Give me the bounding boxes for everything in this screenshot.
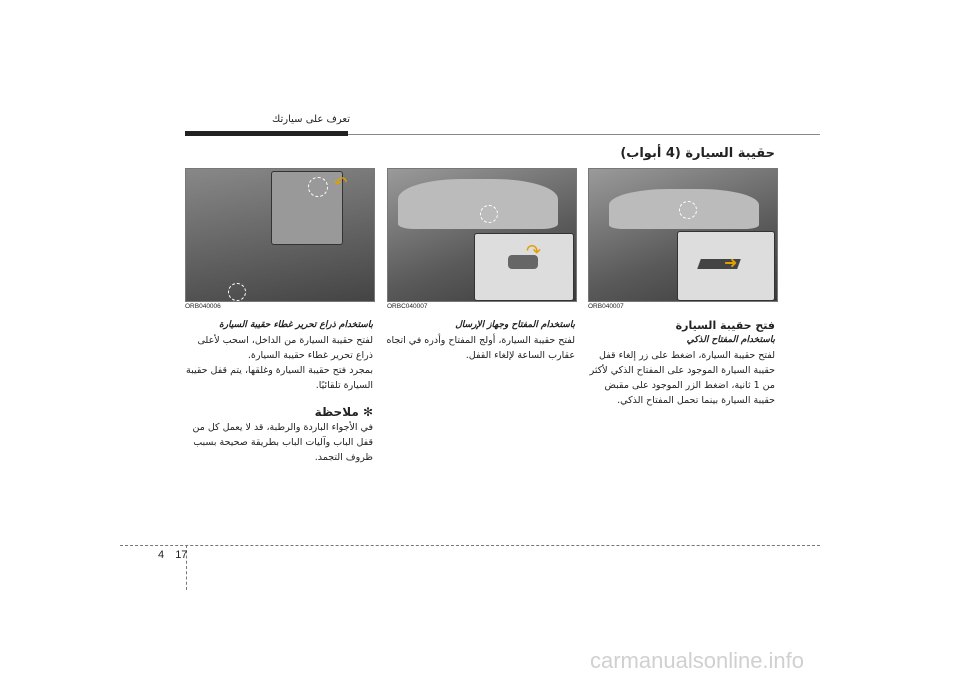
heading-open-trunk: فتح حقيبة السيارة [675,319,775,332]
note-heading [183,405,373,420]
body-text: لفتح حقيبة السيارة، اضغط على زر إلغاء قفل حقيبة السيارة الموجود على المفتاح الذكي لأكثر من 1 ثانية، اضغط الزر الموجود على مقبض حقيبة السيارة بينما تحمل المفتاح الذكي. [589,350,775,406]
page-number [158,549,187,561]
subheading: باستخدام ذراع تحرير غطاء حقيبة السيارة [219,320,373,330]
header-rule [348,134,820,135]
header-bar [185,131,348,136]
image-code: ORB040006 [185,303,221,310]
note-icon: ✻ [362,405,373,419]
watermark: carmanualsonline.info [590,648,805,673]
trunk-release-lever-image: ↶ [185,168,375,302]
trunk-smart-key-image: ➜ [588,168,778,302]
section-title: حقيبة السيارة (4 أبواب) [620,146,775,161]
body-text: لفتح حقيبة السيارة، أولج المفتاح وأدره في اتجاه عقارب الساعة لإلغاء القفل. [386,335,575,361]
note-title: ملاحظة [314,405,359,419]
subheading: باستخدام المفتاح وجهاز الإرسال [455,320,575,330]
column-release-lever [183,318,373,465]
subheading: باستخدام المفتاح الذكي [686,335,775,345]
image-code: ORB040007 [588,303,624,310]
chapter-header: تعرف على سيارتك [272,114,350,125]
trunk-key-image: ↷ [387,168,577,302]
chapter-number: 4 [158,549,165,561]
image-code: ORBC040007 [387,303,428,310]
column-smart-key [585,318,775,408]
page-number-value: 17 [175,549,188,561]
footer-rule [120,545,820,546]
body-text: لفتح حقيبة السيارة من الداخل، اسحب لأعلى ذراع تحرير غطاء حقيبة السيارة. [197,335,373,361]
note-text: في الأجواء الباردة والرطبة، قد لا يعمل كل من قفل الباب وآليات الباب بطريقة صحيحة بسبب ظروف التجمد. [192,422,373,463]
body-text: بمجرد فتح حقيبة السيارة وغلقها، يتم قفل حقيبة السيارة تلقائيًا. [186,365,373,391]
column-key [385,318,575,363]
